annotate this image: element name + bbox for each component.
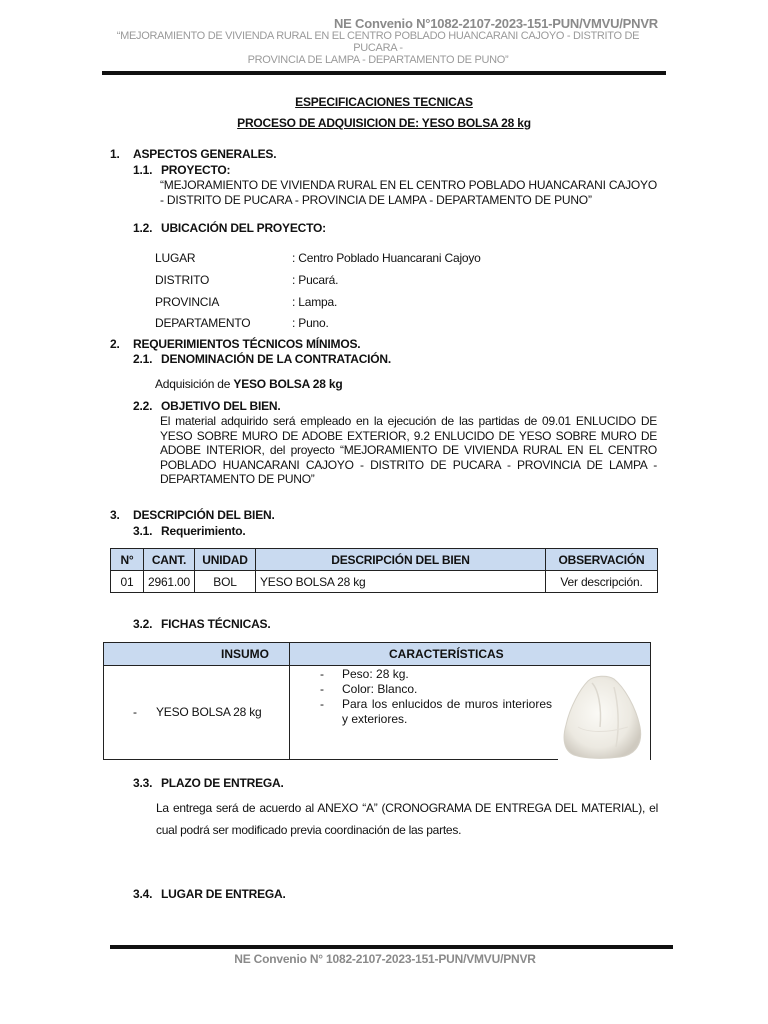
location-value-lugar: : Centro Poblado Huancarani Cajoyo bbox=[292, 251, 481, 265]
section-3-4-number: 3.4. bbox=[133, 887, 153, 901]
table-row bbox=[111, 571, 658, 593]
section-1-1-number: 1.1. bbox=[133, 163, 153, 177]
section-3-2-heading: FICHAS TÉCNICAS. bbox=[161, 617, 271, 631]
requirement-table bbox=[110, 548, 658, 593]
cell-product-image bbox=[558, 666, 651, 760]
section-1-2-heading: UBICACIÓN DEL PROYECTO: bbox=[161, 221, 326, 235]
location-key-distrito: DISTRITO bbox=[155, 273, 210, 287]
denomination-item: YESO BOLSA 28 kg bbox=[233, 377, 343, 391]
col-header-insumo: INSUMO bbox=[104, 643, 290, 666]
plaster-bag-illustration bbox=[558, 667, 646, 761]
section-3-1-heading: Requerimiento. bbox=[161, 524, 246, 538]
insumo-dash: - bbox=[133, 705, 137, 720]
section-1-1-heading: PROYECTO: bbox=[161, 163, 231, 177]
header-convenio-code: NE Convenio N°1082-2107-2023-151-PUN/VMVU/PNVR bbox=[333, 16, 658, 31]
document-title: ESPECIFICACIONES TECNICAS bbox=[295, 95, 473, 109]
col-header-observation: OBSERVACIÓN bbox=[546, 549, 658, 571]
section-2-heading: REQUERIMIENTOS TÉCNICOS MÍNIMOS. bbox=[133, 337, 361, 351]
header-project-name bbox=[108, 30, 648, 66]
contract-denomination bbox=[155, 377, 342, 391]
section-3-3-number: 3.3. bbox=[133, 776, 153, 790]
location-key-departamento: DEPARTAMENTO bbox=[155, 316, 251, 330]
col-header-number: N° bbox=[111, 549, 144, 571]
cell-description: YESO BOLSA 28 kg bbox=[256, 571, 546, 593]
insumo-name: YESO BOLSA 28 kg bbox=[156, 705, 262, 720]
cell-unit: BOL bbox=[195, 571, 256, 593]
list-item: - Para los enlucidos de muros interiores y exteriores. bbox=[290, 697, 552, 727]
cell-caracteristicas bbox=[290, 666, 559, 760]
section-3-4-heading: LUGAR DE ENTREGA. bbox=[161, 887, 286, 901]
section-3-number: 3. bbox=[110, 508, 120, 522]
list-item: - Peso: 28 kg. bbox=[290, 667, 552, 682]
requirement-table-header bbox=[111, 549, 658, 571]
section-2-2-number: 2.2. bbox=[133, 399, 153, 413]
section-3-1-number: 3.1. bbox=[133, 524, 153, 538]
footer-convenio-code: NE Convenio N° 1082-2107-2023-151-PUN/VMVU/PNVR bbox=[234, 952, 536, 966]
project-name-line2: - DISTRITO DE PUCARA - PROVINCIA DE LAMPA - DEPARTAMENTO DE PUNO” bbox=[160, 193, 592, 207]
characteristics-list bbox=[290, 667, 552, 727]
plaster-bag-image bbox=[558, 667, 644, 759]
list-item: - Color: Blanco. bbox=[290, 682, 552, 697]
technical-sheet-header bbox=[104, 643, 651, 666]
section-3-heading: DESCRIPCIÓN DEL BIEN. bbox=[133, 508, 275, 522]
section-1-heading: ASPECTOS GENERALES. bbox=[133, 147, 277, 161]
table-row bbox=[104, 666, 651, 760]
section-1-number: 1. bbox=[110, 147, 120, 161]
section-2-1-number: 2.1. bbox=[133, 352, 153, 366]
location-key-provincia: PROVINCIA bbox=[155, 295, 220, 309]
location-key-lugar: LUGAR bbox=[155, 251, 196, 265]
location-value-provincia: : Lampa. bbox=[292, 295, 338, 309]
project-name-line1: “MEJORAMIENTO DE VIVIENDA RURAL EN EL CENTRO POBLADO HUANCARANI CAJOYO bbox=[160, 178, 657, 192]
header-project-line2: PROVINCIA DE LAMPA - DEPARTAMENTO DE PUNO” bbox=[247, 54, 509, 66]
objective-paragraph: El material adquirido será empleado en la ejecución de las partidas de 09.01 ENLUCIDO DE YESO SOBRE MURO DE ADOBE EXTERIOR, 9.2 ENLUCIDO DE YESO SOBRE MURO DE ADOBE INTERIOR, del proyecto “MEJORAMIENTO DE VIVIENDA RURAL EN EL CENTRO POBLADO HUANCARANI CAJOYO - DISTRITO DE PUCARA - PROVINCIA DE LAMPA - DEPARTAMENTO DE PUNO” bbox=[160, 414, 657, 486]
col-header-caracteristicas: CARACTERÍSTICAS bbox=[290, 643, 651, 666]
document-subtitle: PROCESO DE ADQUISICION DE: YESO BOLSA 28 kg bbox=[237, 116, 531, 130]
col-header-unit: UNIDAD bbox=[195, 549, 256, 571]
header-project-line1: “MEJORAMIENTO DE VIVIENDA RURAL EN EL CENTRO POBLADO HUANCARANI CAJOYO - DISTRITO DE PUCARA - bbox=[116, 30, 640, 54]
header-rule bbox=[102, 71, 666, 75]
section-3-3-heading: PLAZO DE ENTREGA. bbox=[161, 776, 284, 790]
denomination-prefix: Adquisición de bbox=[155, 377, 234, 391]
delivery-term-paragraph: La entrega será de acuerdo al ANEXO “A” (CRONOGRAMA DE ENTREGA DEL MATERIAL), el cual podrá ser modificado previa coordinación de las partes. bbox=[156, 801, 658, 837]
footer-rule bbox=[110, 945, 673, 949]
cell-number: 01 bbox=[111, 571, 144, 593]
section-2-2-heading: OBJETIVO DEL BIEN. bbox=[161, 399, 281, 413]
section-3-2-number: 3.2. bbox=[133, 617, 153, 631]
section-2-number: 2. bbox=[110, 337, 120, 351]
col-header-description: DESCRIPCIÓN DEL BIEN bbox=[256, 549, 546, 571]
technical-sheet-table bbox=[103, 642, 651, 760]
section-1-2-number: 1.2. bbox=[133, 221, 153, 235]
col-header-quantity: CANT. bbox=[144, 549, 195, 571]
section-2-1-heading: DENOMINACIÓN DE LA CONTRATACIÓN. bbox=[161, 352, 392, 366]
cell-insumo bbox=[104, 666, 290, 760]
location-value-departamento: : Puno. bbox=[292, 316, 329, 330]
location-value-distrito: : Pucará. bbox=[292, 273, 339, 287]
cell-quantity: 2961.00 bbox=[144, 571, 195, 593]
cell-observation: Ver descripción. bbox=[546, 571, 658, 593]
